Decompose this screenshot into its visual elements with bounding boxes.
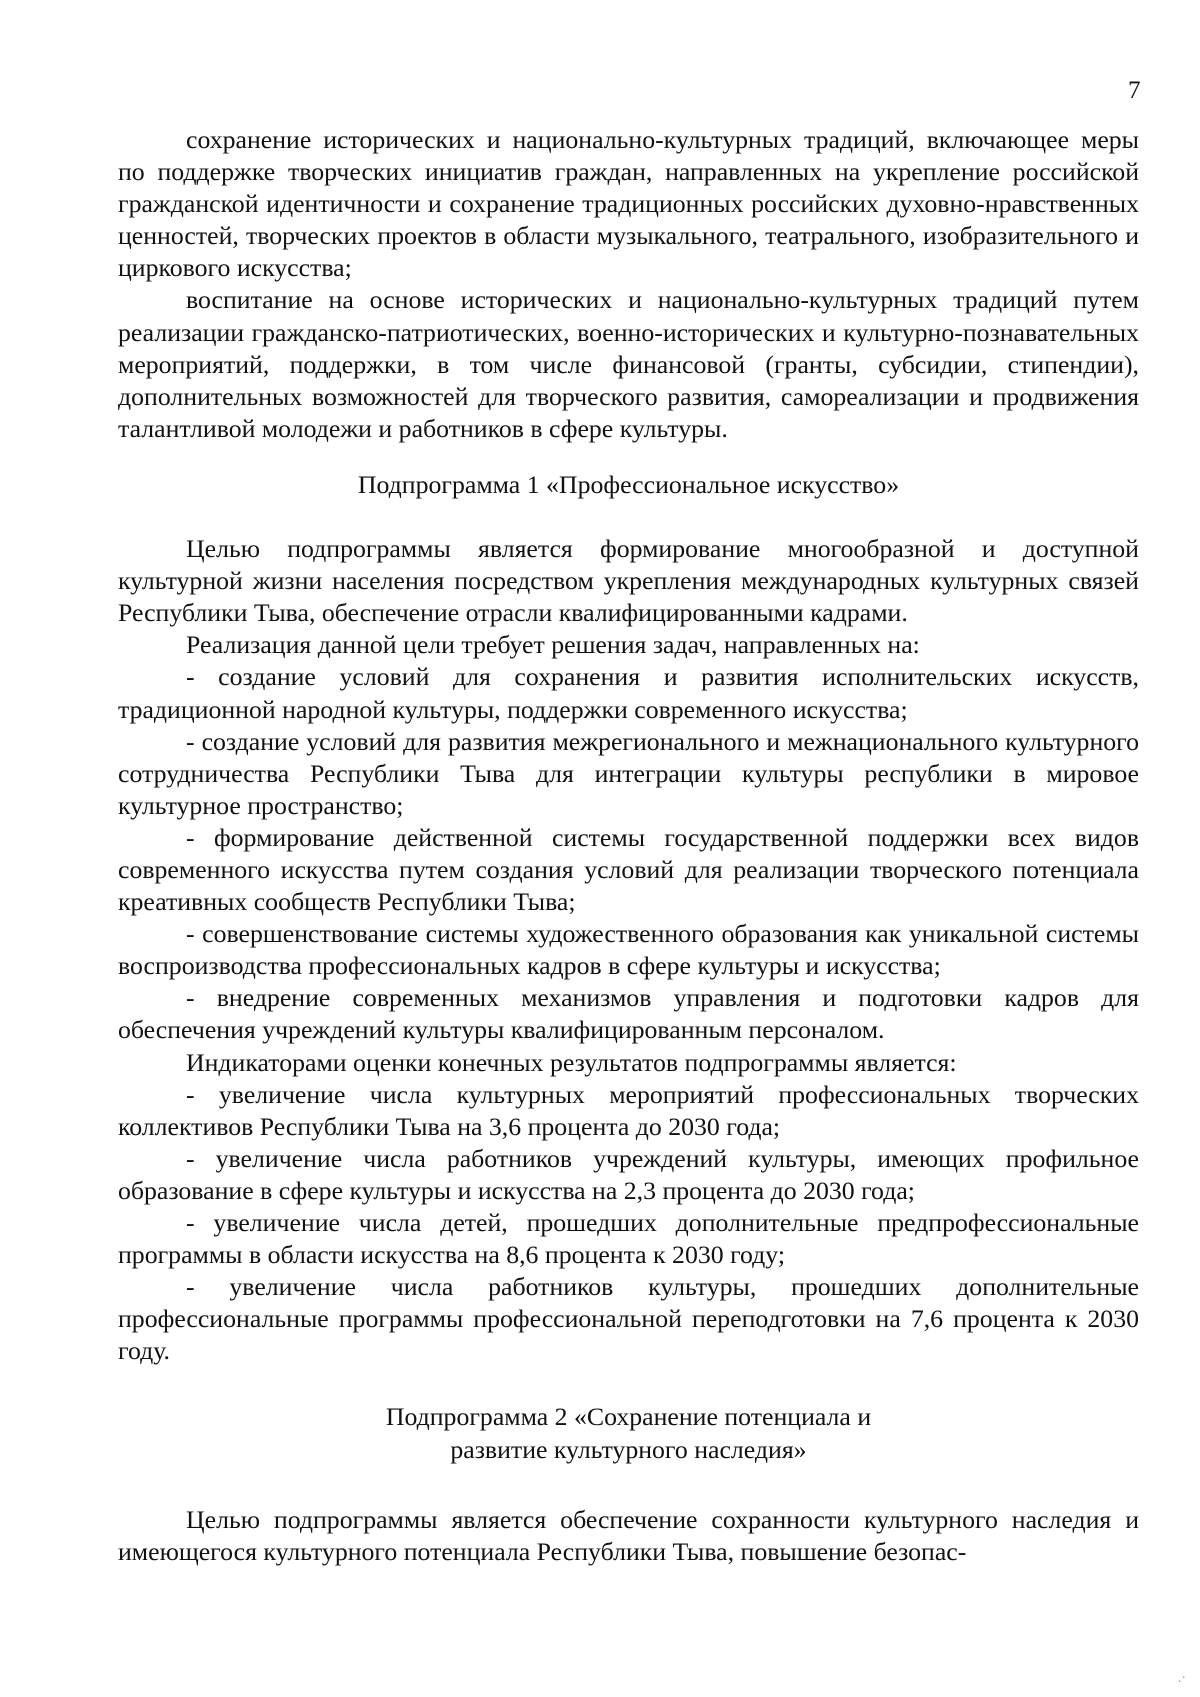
scan-mark: .· <box>1177 1671 1186 1686</box>
subprogram2-heading <box>118 1401 1139 1465</box>
subprogram1-heading: Подпрограмма 1 «Профессиональное искусство» <box>357 469 900 499</box>
subprogram1-task-1: - создание условий для сохранения и развития исполнительских искусств, традиционной народной культуры, поддержки современного искусства; <box>118 662 1139 724</box>
subprogram1-goal: Целью подпрограммы является формирование многообразной и доступной культурной жизни населения посредством укрепления международных культурных связей Республики Тыва, обеспечение отрасли квалифицированными кадрами. <box>118 534 1139 628</box>
subprogram1-indicators-intro: Индикаторами оценки конечных результатов подпрограммы является: <box>186 1047 957 1077</box>
subprogram1-task-3: - формирование действенной системы государственной поддержки всех видов современного искусства путем создания условий для реализации творческого потенциала креативных сообществ Республики Тыва; <box>118 822 1139 917</box>
subprogram1-indicator-3: - увеличение числа детей, прошедших дополнительные предпрофессиональные программы в области искусства на 8,6 процента к 2030 году; <box>118 1208 1139 1270</box>
subprogram1-task-4: - совершенствование системы художественного образования как уникальной системы воспроизводства профессиональных кадров в сфере культуры и искусства; <box>118 919 1139 981</box>
subprogram1-task-5: - внедрение современных механизмов управления и подготовки кадров для обеспечения учреждений культуры квалифицированным персоналом. <box>118 983 1139 1045</box>
subprogram1-tasks-intro: Реализация данной цели требует решения задач, направленных на: <box>186 630 920 660</box>
subprogram1-indicator-1: - увеличение числа культурных мероприятий профессиональных творческих коллективов Республики Тыва на 3,6 процента до 2030 года; <box>118 1079 1139 1141</box>
subprogram2-goal: Целью подпрограммы является обеспечение сохранности культурного наследия и имеющегося культурного потенциала Республики Тыва, повышение безопас- <box>118 1504 1139 1566</box>
subprogram2-heading-line-1: Подпрограмма 2 «Сохранение потенциала и <box>385 1402 872 1432</box>
subprogram1-indicator-4: - увеличение числа работников культуры, прошедших дополнительные профессиональные программы профессиональной переподготовки на 7,6 процента к 2030 году. <box>118 1272 1139 1366</box>
subprogram2-heading-line-2: развитие культурного наследия» <box>450 1434 807 1464</box>
page-number: 7 <box>1128 77 1141 104</box>
intro-paragraph-1: сохранение исторических и национально-культурных традиций, включающее меры по поддержке творческих инициатив граждан, направленных на укрепление российской гражданской идентичности и сохранение традиционных российских духовно-нравственных ценностей, творческих проектов в области музыкального, театрального, изобразительного и циркового искусства; <box>118 125 1139 283</box>
document-body <box>118 124 1139 1568</box>
intro-paragraph-2: воспитание на основе исторических и национально-культурных традиций путем реализации гражданско-патриотических, военно-исторических и культурно-познавательных мероприятий, поддержки, в том числе финансовой (гранты, субсидии, стипендии), дополнительных возможностей для творческого развития, самореализации и продвижения талантливой молодежи и работников в сфере культуры. <box>118 285 1139 443</box>
subprogram1-indicator-2: - увеличение числа работников учреждений культуры, имеющих профильное образование в сфере культуры и искусства на 2,3 процента до 2030 года; <box>118 1143 1139 1205</box>
subprogram1-task-2: - создание условий для развития межрегионального и межнационального культурного сотрудничества Республики Тыва для интеграции культуры республики в мировое культурное пространство; <box>118 726 1139 820</box>
